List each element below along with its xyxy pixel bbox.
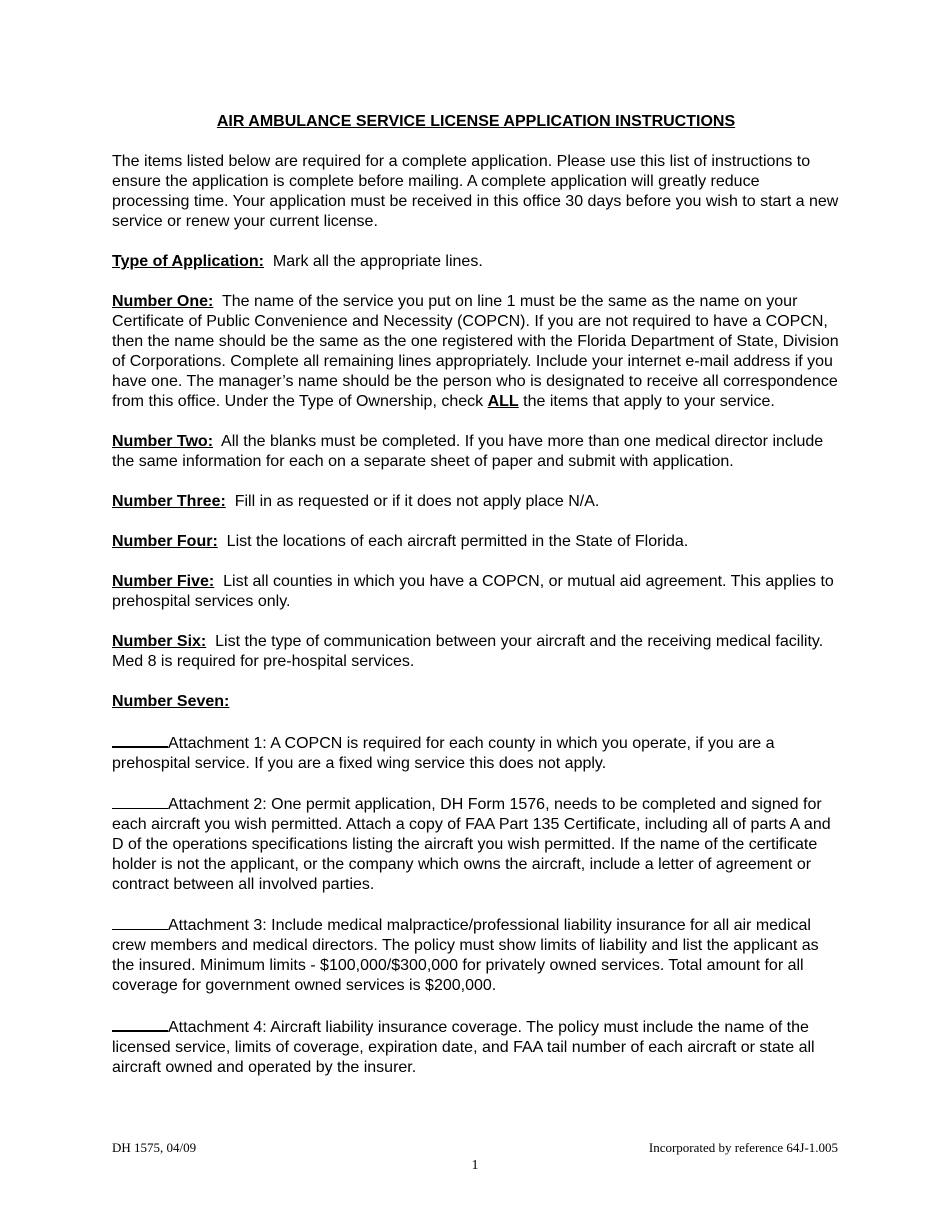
intro-paragraph: The items listed below are required for a complete application. Please use this list of instructions to ensure the application is complete before mailing. A complete application will greatly reduce processing time. Your application must be received in this office 30 days before you wish to start a new service or renew your current license.	[112, 153, 839, 230]
attachment-1-item	[112, 732, 840, 774]
number-two-text: All the blanks must be completed. If you have more than one medical director include the same information for each on a separate sheet of paper and submit with application.	[112, 433, 824, 470]
number-six-section	[112, 632, 840, 672]
number-seven-section	[112, 692, 840, 712]
number-two-section	[112, 432, 840, 472]
footer-form-id: DH 1575, 04/09	[112, 1140, 197, 1155]
page-number: 1	[471, 1158, 479, 1173]
number-one-emphasis: ALL	[487, 393, 519, 410]
number-seven-heading: Number Seven:	[112, 693, 230, 710]
number-six-heading: Number Six:	[112, 633, 207, 650]
number-six-text: List the type of communication between your aircraft and the receiving medical facility. Med 8 is required for pre-hospital services.	[112, 633, 824, 670]
number-three-heading: Number Three:	[112, 493, 226, 510]
attachment-4-item	[112, 1016, 840, 1078]
number-one-section	[112, 292, 840, 412]
page-title: AIR AMBULANCE SERVICE LICENSE APPLICATION INSTRUCTIONS	[216, 113, 736, 130]
attachment-4-text: Attachment 4: Aircraft liability insurance coverage. The policy must include the name of the licensed service, limits of coverage, expiration date, and FAA tail number of each aircraft or state all aircraft owned and operated by the insurer.	[112, 1019, 815, 1076]
document-body	[112, 112, 840, 1098]
number-one-text-after: the items that apply to your service.	[518, 393, 775, 410]
footer-reference: Incorporated by reference 64J-1.005	[648, 1140, 838, 1155]
attachment-3-checkline[interactable]	[112, 915, 168, 930]
number-three-text: Fill in as requested or if it does not apply place N/A.	[234, 493, 600, 510]
attachment-2-item	[112, 794, 840, 895]
type-of-application-heading: Type of Application:	[112, 253, 264, 270]
number-five-text: List all counties in which you have a COPCN, or mutual aid agreement. This applies to prehospital services only.	[112, 573, 834, 610]
type-of-application-text: Mark all the appropriate lines.	[272, 253, 483, 270]
number-four-text: List the locations of each aircraft permitted in the State of Florida.	[226, 533, 689, 550]
number-four-section	[112, 532, 840, 552]
attachment-1-checkline[interactable]	[112, 732, 168, 748]
attachment-3-item	[112, 915, 840, 996]
attachment-2-checkline[interactable]	[112, 794, 168, 809]
number-two-heading: Number Two:	[112, 433, 214, 450]
number-five-section	[112, 572, 840, 612]
attachment-4-checkline[interactable]	[112, 1016, 168, 1032]
type-of-application-section	[112, 252, 840, 272]
number-one-heading: Number One:	[112, 293, 214, 310]
attachment-1-text: Attachment 1: A COPCN is required for each county in which you operate, if you are a prehospital service. If you are a fixed wing service this does not apply.	[112, 735, 775, 772]
attachment-3-text: Attachment 3: Include medical malpractice/professional liability insurance for all air medical crew members and medical directors. The policy must show limits of liability and list the applicant as the insured. Minimum limits - $100,000/$300,000 for privately owned services. Total amount for all coverage for government owned services is $200,000.	[112, 917, 819, 994]
number-three-section	[112, 492, 840, 512]
number-one-text: The name of the service you put on line 1 must be the same as the name on your Certificate of Public Convenience and Necessity (COPCN). If you are not required to have a COPCN, then the name should be the same as the one registered with the Florida Department of State, Division of Corporations. Complete all remaining lines appropriately. Include your internet e-mail address if you have one. The manager’s name should be the person who is designated to receive all correspondence from this office. Under the Type of Ownership, check	[112, 293, 839, 410]
attachment-2-text: Attachment 2: One permit application, DH Form 1576, needs to be completed and signed for each aircraft you wish permitted. Attach a copy of FAA Part 135 Certificate, including all of parts A and D of the operations specifications listing the aircraft you wish permitted. If the name of the certificate holder is not the applicant, or the company which owns the aircraft, include a letter of agreement or contract between all involved parties.	[112, 796, 831, 893]
number-five-heading: Number Five:	[112, 573, 215, 590]
number-four-heading: Number Four:	[112, 533, 218, 550]
